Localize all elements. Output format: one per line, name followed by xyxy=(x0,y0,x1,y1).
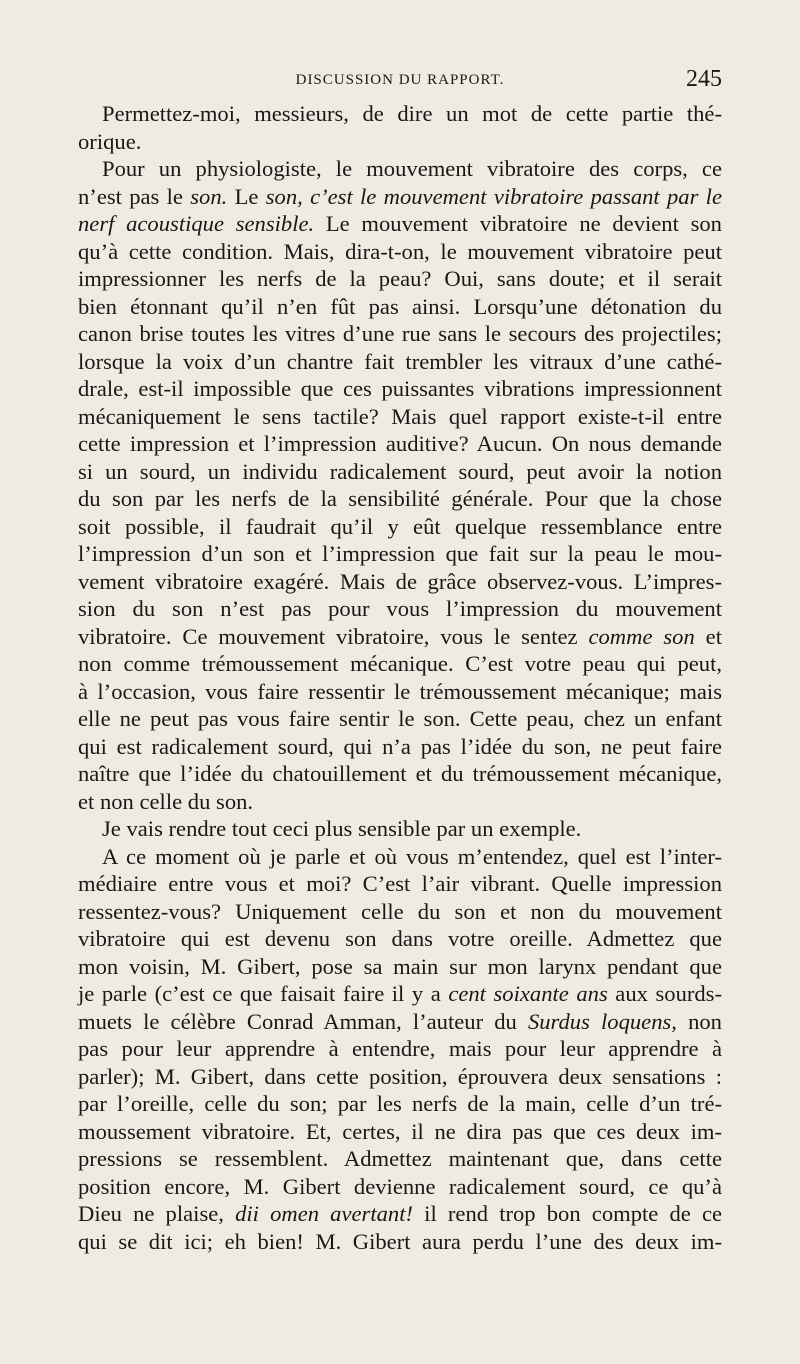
text-run: Dieu ne plaise, xyxy=(78,1201,236,1226)
text-line: Pour un physiologiste, le mouvement vibratoire des corps, ce xyxy=(102,156,722,181)
text-line xyxy=(78,1200,722,1228)
text-run: il rend trop bon compte de ce xyxy=(413,1201,722,1226)
text-run: Le mouvement vibratoire ne devient son xyxy=(314,211,722,236)
text-line: qui se dit ici; eh bien! M. Gibert aura perdu l’une des deux im- xyxy=(78,1228,722,1254)
text-run: n’est pas le xyxy=(78,183,191,209)
text-line xyxy=(78,980,722,1008)
text-line: parler); M. Gibert, dans cette position, éprouvera deux sensations : xyxy=(78,1063,722,1089)
text-line xyxy=(78,210,722,238)
page-number: 245 xyxy=(686,66,722,92)
italic-text: comme son xyxy=(588,623,695,649)
text-line: vibratoire qui est devenu son dans votre oreille. Admettez que xyxy=(78,926,722,951)
text-line: à l’occasion, vous faire ressentir le trémoussement mécanique; mais xyxy=(78,678,722,704)
text-run: je parle (c’est ce que faisait faire il y a xyxy=(78,981,449,1006)
text-line: mécaniquement le sens tactile? Mais quel rapport existe-t-il entre xyxy=(78,403,722,429)
text-line: vement vibratoire exagéré. Mais de grâce observez-vous. L’impres- xyxy=(78,568,722,594)
text-line: Permettez-moi, messieurs, de dire un mot de cette partie thé- xyxy=(102,101,722,126)
page-header xyxy=(78,62,722,102)
text-line: A ce moment où je parle et où vous m’entendez, quel est l’inter- xyxy=(102,843,722,869)
text-line: médiaire entre vous et moi? C’est l’air vibrant. Quelle impression xyxy=(78,871,722,896)
italic-text: son, c’est le mouvement vibratoire passant par le xyxy=(265,183,722,209)
text-line: et non celle du son. xyxy=(78,788,254,814)
body-text xyxy=(78,100,722,1255)
text-line: cette impression et l’impression auditive? Aucun. On nous demande xyxy=(78,431,722,456)
text-line: qui est radicalement sourd, qui n’a pas l’idée du son, ne peut faire xyxy=(78,733,722,759)
text-run: vibratoire. Ce mouvement vibratoire, vous le sentez xyxy=(78,623,589,649)
text-line: lorsque la voix d’un chantre fait trembler les vitraux d’une cathé- xyxy=(78,348,722,374)
text-run: aux sourds- xyxy=(607,981,723,1006)
text-line: orique. xyxy=(78,128,142,154)
text-line: par l’oreille, celle du son; par les nerfs de la main, celle d’un tré- xyxy=(78,1091,722,1116)
italic-text: Surdus loquens, xyxy=(527,1008,677,1034)
text-line: position encore, M. Gibert devienne radicalement sourd, ce qu’à xyxy=(78,1173,722,1199)
italic-text: cent soixante ans xyxy=(448,981,608,1006)
text-line xyxy=(78,183,722,211)
text-run: Le xyxy=(227,183,266,209)
text-line: Je vais rendre tout ceci plus sensible par un exemple. xyxy=(102,816,582,841)
text-line: elle ne peut pas vous faire sentir le son. Cette peau, chez un enfant xyxy=(78,706,722,731)
text-line: sion du son n’est pas pour vous l’impression du mouvement xyxy=(78,596,722,621)
text-line: bien étonnant qu’il n’en fût pas ainsi. Lorsqu’une détonation du xyxy=(78,293,722,319)
text-line: drale, est-il impossible que ces puissantes vibrations impressionnent xyxy=(78,376,722,401)
text-line: ressentez-vous? Uniquement celle du son et non du mouvement xyxy=(78,898,722,924)
text-line: naître que l’idée du chatouillement et du trémoussement mécanique, xyxy=(78,761,722,786)
text-line: du son par les nerfs de la sensibilité générale. Pour que la chose xyxy=(78,486,722,511)
running-title: DISCUSSION DU RAPPORT. xyxy=(295,72,505,88)
text-line: si un sourd, un individu radicalement sourd, peut avoir la notion xyxy=(78,458,722,484)
text-line: impressionner les nerfs de la peau? Oui, sans doute; et il serait xyxy=(78,266,722,291)
text-line: moussement vibratoire. Et, certes, il ne dira pas que ces deux im- xyxy=(78,1118,722,1144)
text-line: pas pour leur apprendre à entendre, mais pour leur apprendre à xyxy=(78,1036,722,1061)
text-run: muets le célèbre Conrad Amman, l’auteur du xyxy=(78,1008,528,1034)
italic-text: son. xyxy=(190,183,228,209)
text-line: pressions se ressemblent. Admettez maintenant que, dans cette xyxy=(78,1146,722,1171)
italic-text: nerf acoustique sensible. xyxy=(78,211,315,236)
text-run: non xyxy=(676,1008,722,1034)
text-line: non comme trémoussement mécanique. C’est votre peau qui peut, xyxy=(78,651,722,676)
text-run: et xyxy=(694,623,722,649)
text-line: canon brise toutes les vitres d’une rue sans le secours des projectiles; xyxy=(78,321,722,346)
text-line xyxy=(78,1008,722,1036)
italic-text: dii omen avertant! xyxy=(235,1201,414,1226)
text-line: soit possible, il faudrait qu’il y eût quelque ressemblance entre xyxy=(78,513,722,539)
text-line: l’impression d’un son et l’impression que fait sur la peau le mou- xyxy=(78,541,722,566)
text-line: qu’à cette condition. Mais, dira-t-on, le mouvement vibratoire peut xyxy=(78,238,722,264)
text-line xyxy=(78,623,722,651)
text-line: mon voisin, M. Gibert, pose sa main sur mon larynx pendant que xyxy=(78,953,722,979)
